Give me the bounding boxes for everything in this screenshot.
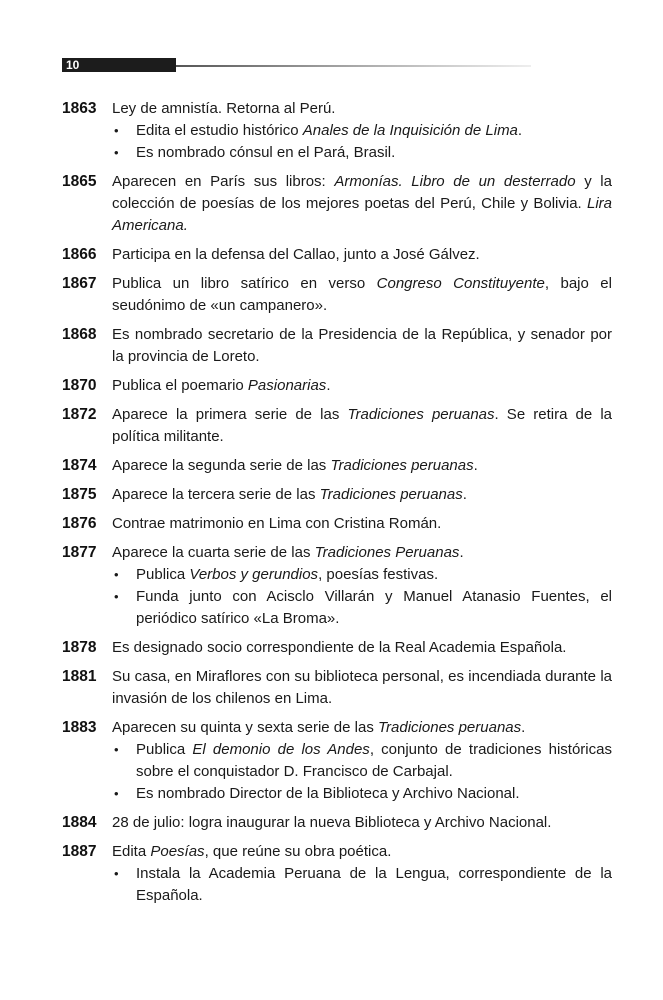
text-run: Edita <box>112 843 151 860</box>
entry-year: 1881 <box>62 668 97 685</box>
entry-body <box>112 171 612 237</box>
entry-year: 1884 <box>62 814 97 831</box>
text-run: . Se retira de la política militante. <box>112 406 613 445</box>
entry-text <box>112 273 612 317</box>
entry-text <box>112 812 612 834</box>
text-run: Su casa, en Miraflores con su biblioteca personal, es incendiada durante la invasión de los chilenos en Lima. <box>112 668 612 707</box>
chronology-entry <box>62 812 612 834</box>
italic-title: Armonías. Libro de un desterrado <box>334 173 576 190</box>
entry-body <box>112 484 612 506</box>
entry-text <box>112 637 612 659</box>
italic-title: Anales de la Inquisición de Lima <box>302 122 518 139</box>
entry-bullets <box>112 120 612 164</box>
entry-body <box>112 841 612 907</box>
entry-body <box>112 717 612 805</box>
entry-year: 1872 <box>62 406 97 423</box>
chronology-entry <box>62 404 612 448</box>
text-run: Ley de amnistía. Retorna al Perú. <box>112 100 336 117</box>
entry-bullets <box>112 564 612 630</box>
entry-year: 1863 <box>62 100 97 117</box>
entry-text <box>112 717 612 739</box>
text-run: Contrae matrimonio en Lima con Cristina Román. <box>112 515 442 532</box>
entry-text <box>112 484 612 506</box>
bullet-item <box>112 564 612 586</box>
text-run: Es nombrado cónsul en el Pará, Brasil. <box>136 144 396 161</box>
entry-text <box>112 324 612 368</box>
text-run: , conjunto de tradiciones históricas sobre el conquistador D. Francisco de Carbajal. <box>136 741 612 780</box>
bullet-text <box>136 739 612 783</box>
text-run: Publica <box>136 741 193 758</box>
chronology-entry <box>62 171 612 237</box>
italic-title: Tradiciones peruanas <box>319 486 463 503</box>
text-run: Aparece la tercera serie de las <box>112 486 320 503</box>
text-run: . <box>462 486 467 503</box>
text-run: 28 de julio: logra inaugurar la nueva Biblioteca y Archivo Nacional. <box>112 814 552 831</box>
entry-text <box>112 171 612 237</box>
chronology-entry <box>62 542 612 630</box>
bullet-item <box>112 863 612 907</box>
entry-text <box>112 455 612 477</box>
text-run: Instala la Academia Peruana de la Lengua, correspondiente de la Española. <box>136 865 612 904</box>
bullet-text <box>136 863 612 907</box>
entry-body <box>112 404 612 448</box>
text-run: . <box>326 377 331 394</box>
text-run: Aparece la cuarta serie de las <box>112 544 315 561</box>
bullet-dot-icon: • <box>114 786 119 801</box>
italic-title: Tradiciones peruanas <box>347 406 495 423</box>
chronology-entry <box>62 98 612 164</box>
entry-year: 1883 <box>62 719 97 736</box>
italic-title: Lira Americana. <box>112 195 612 234</box>
entry-year: 1876 <box>62 515 97 532</box>
italic-title: Tradiciones peruanas <box>330 457 474 474</box>
entry-year: 1877 <box>62 544 97 561</box>
text-run: . <box>459 544 464 561</box>
entry-body <box>112 637 612 659</box>
bullet-item <box>112 739 612 783</box>
bullet-text <box>136 142 612 164</box>
bullet-dot-icon: • <box>114 145 119 160</box>
bullet-item <box>112 120 612 142</box>
entry-year: 1867 <box>62 275 97 292</box>
chronology-entry <box>62 484 612 506</box>
italic-title: Tradiciones peruanas <box>378 719 522 736</box>
entry-body <box>112 98 612 164</box>
text-run: Aparecen su quinta y sexta serie de las <box>112 719 378 736</box>
text-run: Es nombrado Director de la Biblioteca y Archivo Nacional. <box>136 785 520 802</box>
text-run: . <box>521 719 526 736</box>
text-run: Aparece la primera serie de las <box>112 406 348 423</box>
italic-title: Congreso Constituyente <box>376 275 545 292</box>
bullet-item <box>112 783 612 805</box>
text-run: . <box>517 122 523 139</box>
entry-body <box>112 812 612 834</box>
text-run: . <box>473 457 478 474</box>
italic-title: Poesías <box>150 843 205 860</box>
text-run: Publica <box>136 566 190 583</box>
chronology-entry <box>62 717 612 805</box>
entry-body <box>112 542 612 630</box>
bullet-text <box>136 586 612 630</box>
bullet-dot-icon: • <box>114 866 119 881</box>
entry-text <box>112 513 612 535</box>
page-number-box <box>62 58 176 72</box>
bullet-dot-icon: • <box>114 742 119 757</box>
text-run: Publica el poemario <box>112 377 248 394</box>
page-number: 10 <box>66 58 80 72</box>
entry-body <box>112 513 612 535</box>
entry-bullets <box>112 863 612 907</box>
header-rule <box>176 65 531 67</box>
italic-title: El demonio de los Andes <box>192 741 370 758</box>
entry-body <box>112 324 612 368</box>
text-run: , que reúne su obra poética. <box>204 843 392 860</box>
text-run: Edita el estudio histórico <box>136 122 303 139</box>
entry-year: 1866 <box>62 246 97 263</box>
chronology-entry <box>62 455 612 477</box>
entry-text <box>112 375 612 397</box>
text-run: Publica un libro satírico en verso <box>112 275 377 292</box>
page-header <box>62 56 532 76</box>
text-run: Aparece la segunda serie de las <box>112 457 331 474</box>
entry-body <box>112 666 612 710</box>
entry-body <box>112 455 612 477</box>
entry-text <box>112 98 612 120</box>
entry-year: 1865 <box>62 173 97 190</box>
entry-year: 1878 <box>62 639 97 656</box>
chronology-entry <box>62 666 612 710</box>
bullet-text <box>136 564 612 586</box>
bullet-dot-icon: • <box>114 123 119 138</box>
entry-body <box>112 375 612 397</box>
chronology-list <box>62 98 612 914</box>
entry-text <box>112 841 612 863</box>
bullet-item <box>112 586 612 630</box>
entry-bullets <box>112 739 612 805</box>
text-run: Funda junto con Acisclo Villarán y Manuel Atanasio Fuentes, el periódico satírico «La Broma». <box>136 588 612 627</box>
chronology-entry <box>62 637 612 659</box>
text-run: Es nombrado secretario de la Presidencia de la República, y senador por la provincia de Loreto. <box>112 326 612 365</box>
entry-year: 1887 <box>62 843 97 860</box>
entry-text <box>112 666 612 710</box>
entry-text <box>112 542 612 564</box>
bullet-item <box>112 142 612 164</box>
italic-title: Verbos y gerundios <box>189 566 319 583</box>
chronology-entry <box>62 273 612 317</box>
chronology-entry <box>62 513 612 535</box>
entry-body <box>112 244 612 266</box>
bullet-dot-icon: • <box>114 589 119 604</box>
chronology-entry <box>62 375 612 397</box>
italic-title: Pasionarias <box>247 377 327 394</box>
chronology-entry <box>62 244 612 266</box>
entry-year: 1875 <box>62 486 97 503</box>
entry-body <box>112 273 612 317</box>
entry-text <box>112 404 612 448</box>
entry-year: 1874 <box>62 457 97 474</box>
text-run: , bajo el seudónimo de «un campanero». <box>112 275 612 314</box>
chronology-entry <box>62 841 612 907</box>
text-run: Es designado socio correspondiente de la Real Academia Española. <box>112 639 567 656</box>
bullet-text <box>136 120 612 142</box>
text-run: Aparecen en París sus libros: <box>112 173 335 190</box>
entry-text <box>112 244 612 266</box>
italic-title: Tradiciones Peruanas <box>314 544 460 561</box>
bullet-text <box>136 783 612 805</box>
bullet-dot-icon: • <box>114 567 119 582</box>
entry-year: 1870 <box>62 377 97 394</box>
text-run: Participa en la defensa del Callao, junto a José Gálvez. <box>112 246 480 263</box>
text-run: , poesías festivas. <box>318 566 439 583</box>
text-run: y la colección de poesías de los mejores poetas del Perú, Chile y Bolivia. <box>112 173 612 212</box>
chronology-entry <box>62 324 612 368</box>
entry-year: 1868 <box>62 326 97 343</box>
